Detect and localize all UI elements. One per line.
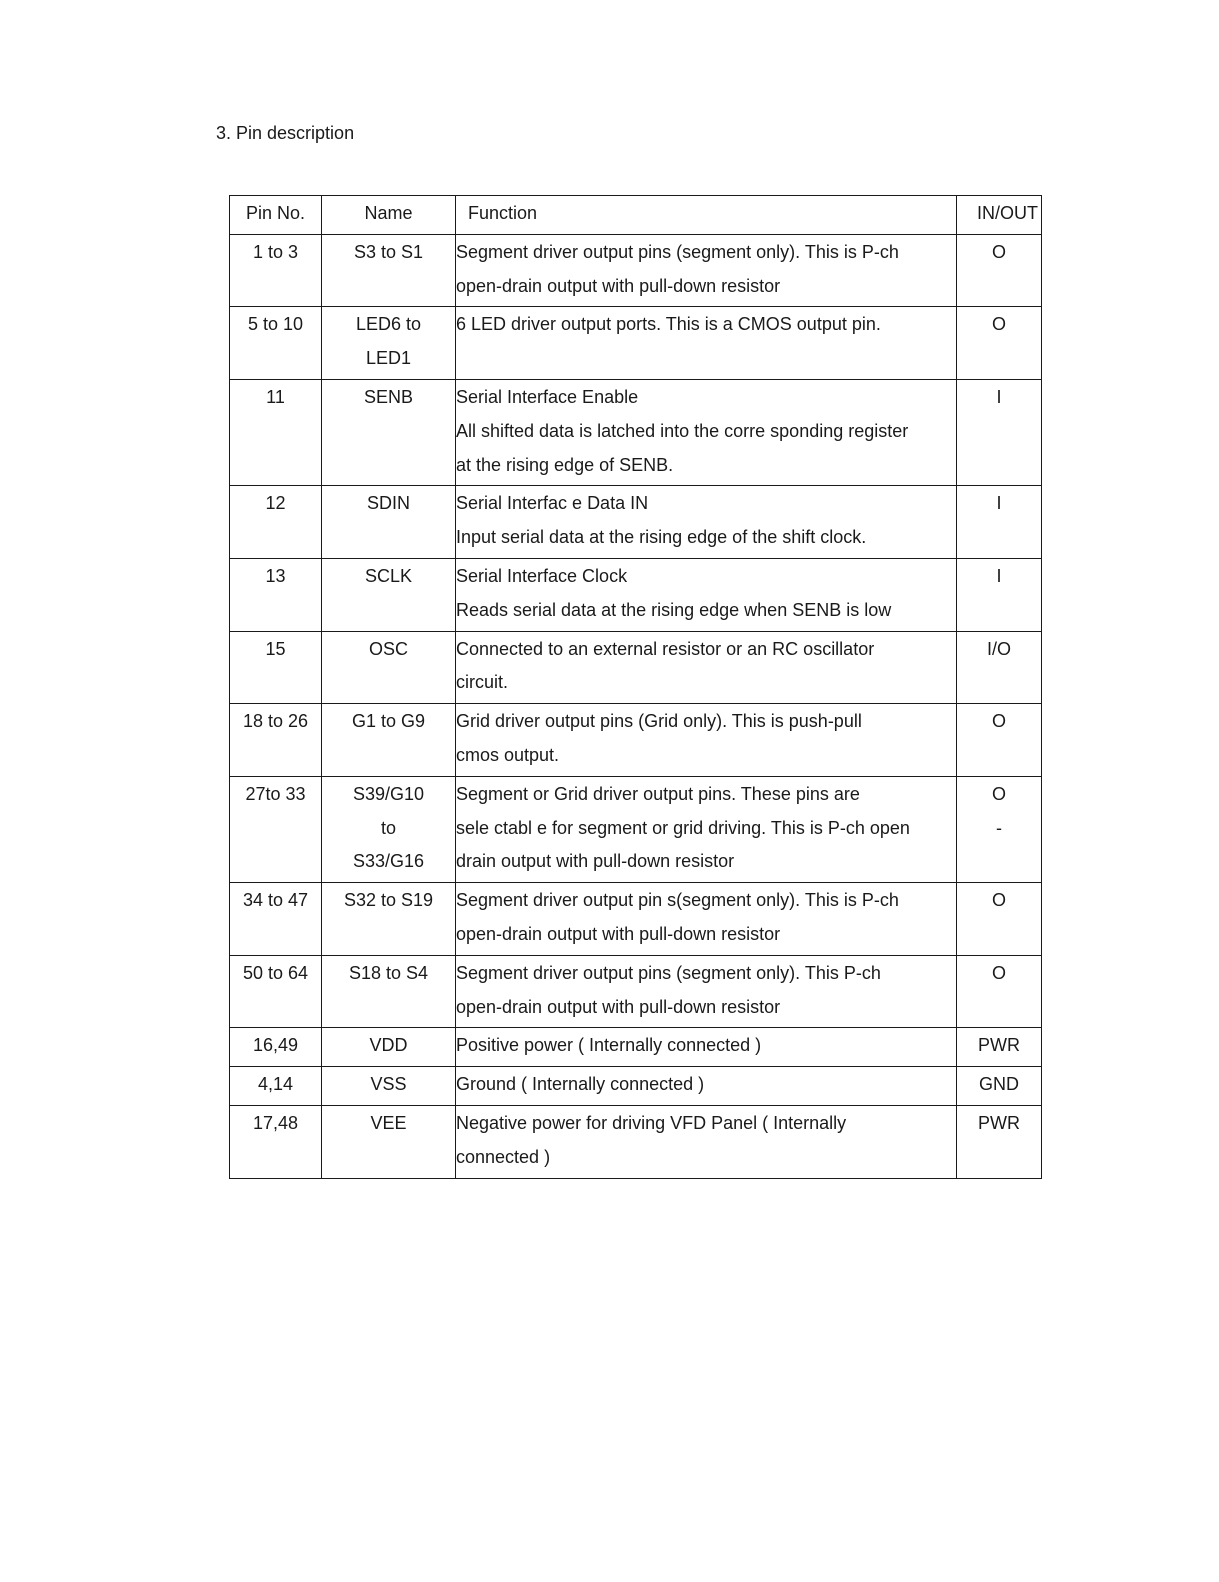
pin-function-cell bbox=[456, 955, 957, 1028]
pin-io-cell bbox=[957, 558, 1042, 631]
pin-io-cell bbox=[957, 776, 1042, 882]
pin-function-line: cmos output. bbox=[456, 744, 560, 765]
pin-name-line: SENB bbox=[363, 386, 414, 407]
pin-name-cell bbox=[322, 1067, 456, 1106]
header-pin-no: Pin No. bbox=[230, 196, 322, 235]
table-row bbox=[230, 631, 1042, 704]
table-body bbox=[230, 234, 1042, 1178]
pin-name-cell bbox=[322, 883, 456, 956]
table-header-row bbox=[230, 196, 1042, 235]
pin-name-cell bbox=[322, 234, 456, 307]
pin-function-line: drain output with pull-down resistor bbox=[456, 851, 735, 872]
pin-io-line: I bbox=[996, 493, 1002, 514]
pin-name-cell bbox=[322, 307, 456, 380]
pin-function-line: Reads serial data at the rising edge when SENB is low bbox=[456, 599, 892, 620]
pin-io-line: O bbox=[991, 711, 1006, 732]
pin-name-line: S32 to S19 bbox=[343, 890, 434, 911]
pin-function-cell bbox=[456, 704, 957, 777]
header-name: Name bbox=[322, 196, 456, 235]
pin-function-line: at the rising edge of SENB. bbox=[456, 454, 674, 475]
pin-io-cell bbox=[957, 631, 1042, 704]
pin-io-line: O bbox=[991, 783, 1006, 804]
pin-function-line: Serial Interface Enable bbox=[456, 386, 639, 407]
pin-name-line: LED6 to bbox=[355, 314, 422, 335]
pin-number-cell: 17,48 bbox=[230, 1105, 322, 1178]
table-row bbox=[230, 704, 1042, 777]
pin-io-cell bbox=[957, 1028, 1042, 1067]
pin-function-cell bbox=[456, 631, 957, 704]
pin-io-line: O bbox=[991, 962, 1006, 983]
pin-function-line: Serial Interface Clock bbox=[456, 565, 628, 586]
table-row bbox=[230, 1105, 1042, 1178]
pin-io-cell bbox=[957, 1105, 1042, 1178]
pin-io-cell bbox=[957, 955, 1042, 1028]
table-row bbox=[230, 883, 1042, 956]
pin-number-cell: 1 to 3 bbox=[230, 234, 322, 307]
pin-function-line: open-drain output with pull-down resistor bbox=[456, 923, 781, 944]
pin-io-cell bbox=[957, 883, 1042, 956]
pin-io-cell bbox=[957, 234, 1042, 307]
pin-function-line: Serial Interfac e Data IN bbox=[456, 493, 649, 514]
pin-number-cell: 50 to 64 bbox=[230, 955, 322, 1028]
pin-function-line: Ground ( Internally connected ) bbox=[456, 1074, 705, 1095]
pin-description-table bbox=[229, 195, 1042, 1179]
pin-number-cell: 34 to 47 bbox=[230, 883, 322, 956]
pin-function-cell bbox=[456, 776, 957, 882]
pin-io-line: O bbox=[991, 241, 1006, 262]
table-row bbox=[230, 1067, 1042, 1106]
pin-io-cell bbox=[957, 379, 1042, 485]
pin-io-line: I/O bbox=[986, 638, 1011, 659]
pin-io-line: PWR bbox=[978, 1035, 1020, 1056]
section-heading: 3. Pin description bbox=[216, 123, 355, 143]
pin-name-line: to bbox=[380, 817, 396, 838]
pin-name-line: VSS bbox=[370, 1074, 407, 1095]
pin-function-line: Input serial data at the rising edge of the shift clock. bbox=[456, 527, 867, 548]
pin-name-line: VEE bbox=[370, 1112, 407, 1133]
pin-function-line: All shifted data is latched into the corre sponding register bbox=[456, 420, 909, 441]
pin-io-line: PWR bbox=[978, 1112, 1020, 1133]
pin-io-line: O bbox=[991, 890, 1006, 911]
pin-name-cell bbox=[322, 704, 456, 777]
pin-io-cell bbox=[957, 307, 1042, 380]
pin-io-line: I bbox=[996, 565, 1002, 586]
pin-name-line: SCLK bbox=[364, 565, 413, 586]
table-row bbox=[230, 234, 1042, 307]
pin-number-cell: 5 to 10 bbox=[230, 307, 322, 380]
pin-number-cell: 15 bbox=[230, 631, 322, 704]
table-row bbox=[230, 1028, 1042, 1067]
table-row bbox=[230, 379, 1042, 485]
pin-function-line: Positive power ( Internally connected ) bbox=[456, 1035, 762, 1056]
pin-number-cell: 13 bbox=[230, 558, 322, 631]
pin-number-cell: 11 bbox=[230, 379, 322, 485]
pin-function-cell bbox=[456, 234, 957, 307]
pin-function-cell bbox=[456, 883, 957, 956]
pin-io-line: GND bbox=[979, 1074, 1019, 1095]
pin-io-cell bbox=[957, 704, 1042, 777]
table-row bbox=[230, 955, 1042, 1028]
pin-name-cell bbox=[322, 558, 456, 631]
table-row bbox=[230, 307, 1042, 380]
pin-function-line: Connected to an external resistor or an RC oscillator bbox=[456, 638, 875, 659]
pin-name-cell bbox=[322, 776, 456, 882]
pin-function-line: connected ) bbox=[456, 1146, 551, 1167]
pin-function-cell bbox=[456, 1105, 957, 1178]
pin-function-line: Grid driver output pins (Grid only). This is push-pull bbox=[456, 711, 862, 732]
pin-number-cell: 12 bbox=[230, 486, 322, 559]
pin-io-cell bbox=[957, 486, 1042, 559]
pin-function-cell bbox=[456, 486, 957, 559]
table-row bbox=[230, 558, 1042, 631]
pin-number-cell: 18 to 26 bbox=[230, 704, 322, 777]
pin-name-line: S3 to S1 bbox=[353, 241, 424, 262]
table-row bbox=[230, 486, 1042, 559]
pin-name-line: LED1 bbox=[365, 348, 412, 369]
pin-name-line: S33/G16 bbox=[352, 851, 425, 872]
pin-function-line: Segment driver output pins (segment only). This is P-ch bbox=[456, 241, 899, 262]
pin-name-cell bbox=[322, 631, 456, 704]
pin-function-line: open-drain output with pull-down resistor bbox=[456, 996, 781, 1017]
pin-name-cell bbox=[322, 955, 456, 1028]
pin-number-cell: 27to 33 bbox=[230, 776, 322, 882]
pin-function-line: open-drain output with pull-down resistor bbox=[456, 275, 781, 296]
pin-io-cell bbox=[957, 1067, 1042, 1106]
pin-function-cell bbox=[456, 558, 957, 631]
pin-name-line: VDD bbox=[369, 1035, 408, 1056]
pin-name-line: S18 to S4 bbox=[348, 962, 429, 983]
pin-io-line: O bbox=[991, 314, 1006, 335]
pin-function-line: Segment driver output pins (segment only). This P-ch bbox=[456, 962, 881, 983]
pin-name-line: OSC bbox=[368, 638, 408, 659]
pin-function-cell bbox=[456, 1067, 957, 1106]
pin-number-cell: 4,14 bbox=[230, 1067, 322, 1106]
pin-name-line: S39/G10 bbox=[352, 783, 425, 804]
pin-name-line: G1 to G9 bbox=[351, 711, 426, 732]
table-row bbox=[230, 776, 1042, 882]
header-function: Function bbox=[456, 196, 957, 235]
pin-name-cell bbox=[322, 1028, 456, 1067]
pin-function-line: 6 LED driver output ports. This is a CMOS output pin. bbox=[456, 314, 881, 335]
pin-number-cell: 16,49 bbox=[230, 1028, 322, 1067]
pin-name-cell bbox=[322, 486, 456, 559]
pin-name-cell bbox=[322, 1105, 456, 1178]
pin-name-line: SDIN bbox=[366, 493, 410, 514]
pin-function-cell bbox=[456, 307, 957, 380]
pin-name-cell bbox=[322, 379, 456, 485]
pin-function-line: sele ctabl e for segment or grid driving. This is P-ch open bbox=[456, 817, 910, 838]
pin-io-line: - bbox=[996, 817, 1002, 838]
pin-function-cell bbox=[456, 1028, 957, 1067]
pin-io-line: I bbox=[996, 386, 1002, 407]
pin-function-line: Segment driver output pin s(segment only). This is P-ch bbox=[456, 890, 899, 911]
header-in-out: IN/OUT bbox=[957, 196, 1042, 235]
pin-function-line: Negative power for driving VFD Panel ( Internally bbox=[456, 1112, 847, 1133]
pin-function-cell bbox=[456, 379, 957, 485]
pin-function-line: circuit. bbox=[456, 672, 509, 693]
pin-function-line: Segment or Grid driver output pins. These pins are bbox=[456, 783, 860, 804]
